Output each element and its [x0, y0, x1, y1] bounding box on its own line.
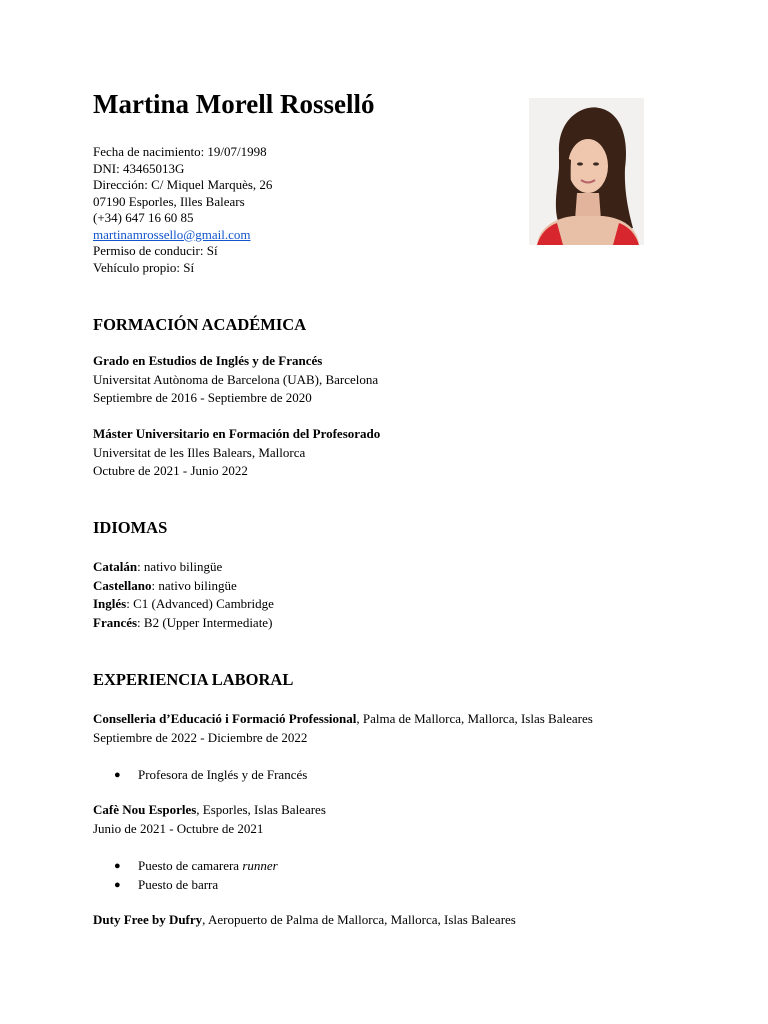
employer-name: Cafè Nou Esporles — [93, 802, 197, 817]
profile-photo — [529, 98, 644, 245]
section-title-experience: EXPERIENCIA LABORAL — [93, 670, 294, 689]
experience-item — [93, 801, 326, 838]
education-item — [93, 425, 380, 481]
task-item — [114, 766, 307, 785]
language-level: : C1 (Advanced) Cambridge — [126, 596, 274, 611]
profile-photo-illustration — [529, 98, 644, 245]
dni: DNI: 43465013G — [93, 160, 185, 176]
employer-location: , Palma de Mallorca, Mallorca, Islas Baleares — [356, 711, 593, 726]
address-line-1: Dirección: C/ Miquel Marquès, 26 — [93, 177, 273, 192]
dates: Septiembre de 2022 - Diciembre de 2022 — [93, 729, 308, 745]
bullet-icon: ● — [114, 769, 121, 781]
language-name: Castellano — [93, 577, 152, 593]
language-item — [93, 595, 274, 614]
own-vehicle: Vehículo propio: Sí — [93, 259, 195, 275]
language-item — [93, 577, 274, 596]
dates: Septiembre de 2016 - Septiembre de 2020 — [93, 390, 312, 405]
bullet-icon: ● — [114, 878, 121, 891]
task-text-emphasis: runner — [242, 858, 278, 873]
dates: Junio de 2021 - Octubre de 2021 — [93, 820, 264, 836]
degree-title: Grado en Estudios de Inglés y de Francés — [93, 353, 323, 368]
task-text: Puesto de barra — [138, 876, 219, 892]
languages-list — [93, 558, 274, 632]
task-text: Puesto de camarera — [138, 858, 243, 873]
experience-item — [93, 911, 516, 930]
employer-name: Duty Free by Dufry — [93, 912, 203, 927]
employer-line — [93, 911, 516, 930]
experience-item — [93, 710, 593, 747]
language-item — [93, 558, 274, 577]
section-title-languages: IDIOMAS — [93, 518, 168, 537]
language-name: Catalán — [93, 559, 138, 574]
language-item — [93, 614, 274, 633]
language-level: : nativo bilingüe — [151, 577, 237, 593]
driving-license: Permiso de conducir: Sí — [93, 243, 218, 258]
language-name: Inglés — [93, 596, 127, 611]
school: Universitat de les Illes Balears, Mallorca — [93, 444, 306, 460]
education-item — [93, 352, 378, 408]
phone: (+34) 647 16 60 85 — [93, 210, 194, 225]
degree-title: Máster Universitario en Formación del Profesorado — [93, 426, 381, 441]
birth-date: Fecha de nacimiento: 19/07/1998 — [93, 144, 267, 159]
employer-line — [93, 710, 593, 729]
task-item — [114, 857, 278, 876]
language-level: : nativo bilingüe — [137, 559, 223, 574]
employer-line — [93, 801, 326, 820]
language-level: : B2 (Upper Intermediate) — [137, 614, 273, 630]
language-name: Francés — [93, 614, 138, 630]
task-list — [114, 857, 278, 894]
bullet-icon: ● — [114, 860, 121, 872]
task-item — [114, 876, 278, 895]
school: Universitat Autònoma de Barcelona (UAB), Barcelona — [93, 371, 379, 387]
employer-name: Conselleria d’Educació i Formació Professional — [93, 711, 357, 726]
address-line-2: 07190 Esporles, Illes Balears — [93, 193, 245, 209]
section-title-education: FORMACIÓN ACADÉMICA — [93, 315, 307, 334]
employer-location: , Esporles, Islas Baleares — [196, 802, 326, 817]
contact-info — [93, 144, 272, 276]
task-list — [114, 766, 307, 785]
task-text: Profesora de Inglés y de Francés — [138, 767, 308, 782]
candidate-name: Martina Morell Rosselló — [93, 89, 375, 119]
employer-location: , Aeropuerto de Palma de Mallorca, Mallorca, Islas Baleares — [202, 912, 516, 927]
dates: Octubre de 2021 - Junio 2022 — [93, 463, 248, 478]
email-link[interactable]: martinamrossello@gmail.com — [93, 226, 251, 242]
